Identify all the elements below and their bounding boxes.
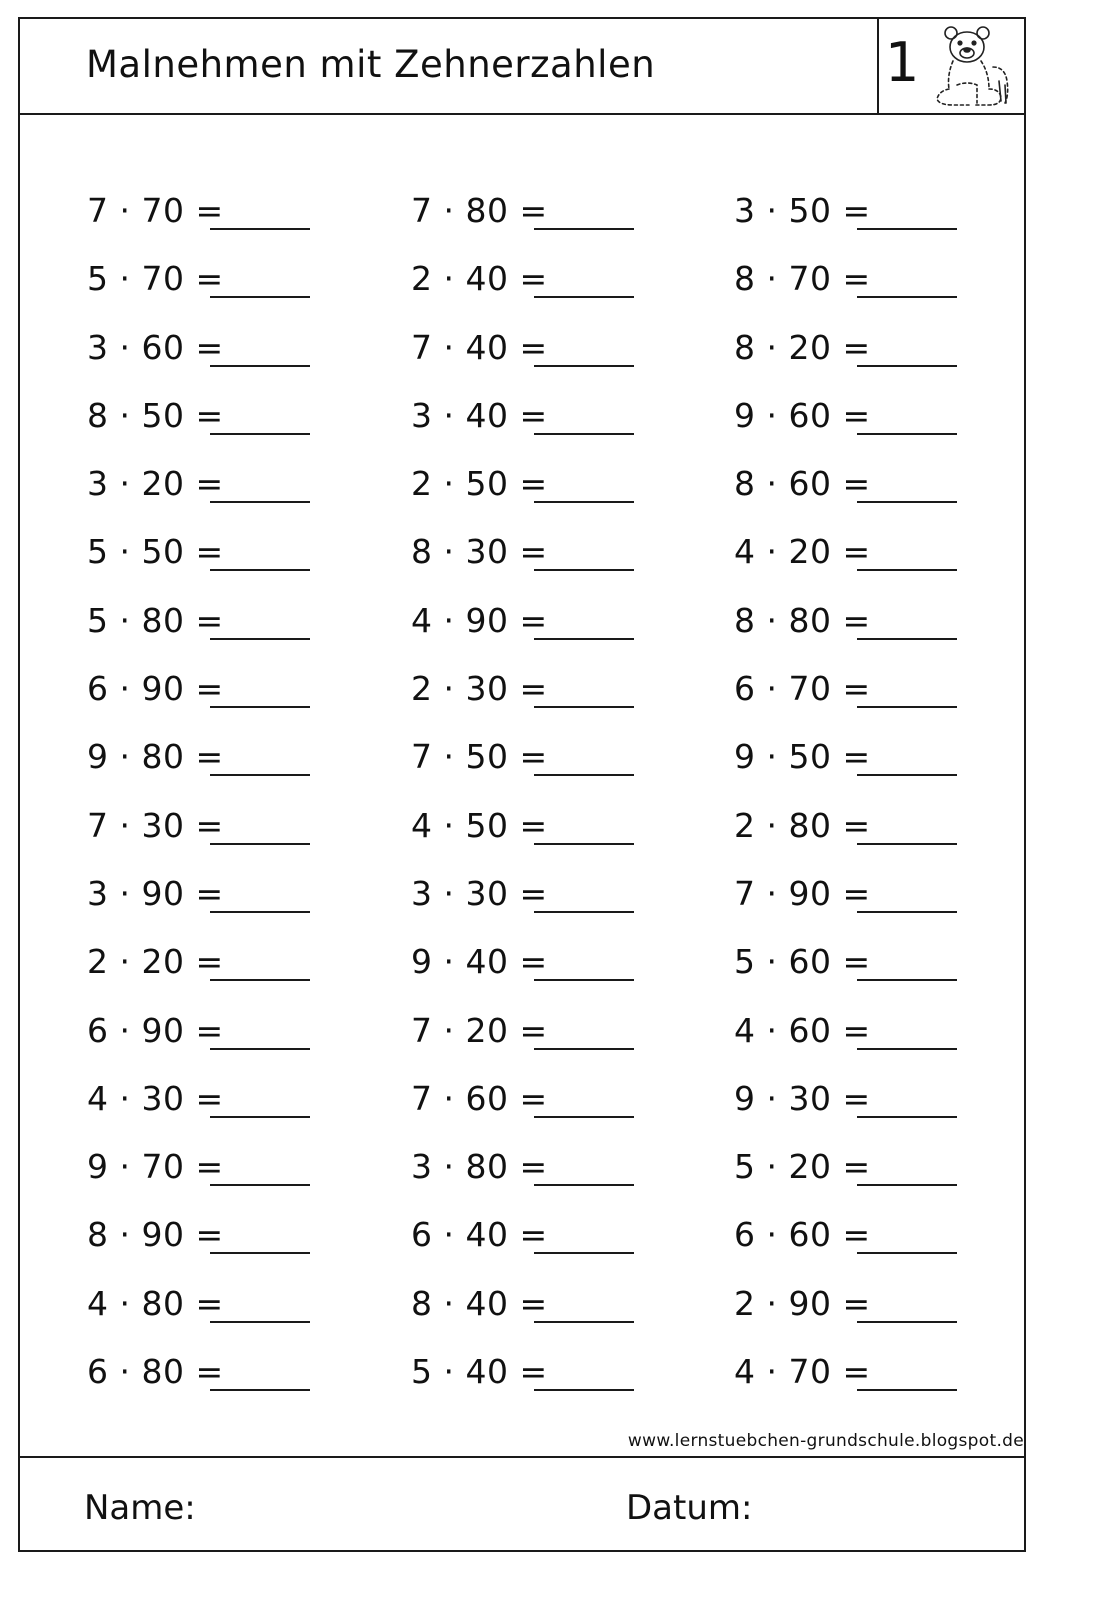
- answer-blank[interactable]: [857, 228, 957, 230]
- math-problem: [411, 1077, 711, 1145]
- answer-blank[interactable]: [210, 296, 310, 298]
- math-problem: [734, 1213, 1034, 1281]
- problem-expression: 4 · 30 =: [87, 1078, 224, 1118]
- problem-expression: 3 · 20 =: [87, 464, 224, 504]
- answer-blank[interactable]: [534, 296, 634, 298]
- answer-blank[interactable]: [210, 365, 310, 367]
- math-problem: [734, 940, 1034, 1008]
- math-problem: [411, 326, 711, 394]
- name-label: Name:: [84, 1488, 196, 1528]
- answer-blank[interactable]: [534, 1116, 634, 1118]
- problem-expression: 4 · 80 =: [87, 1283, 224, 1323]
- math-problem: [87, 257, 387, 325]
- answer-blank[interactable]: [210, 1252, 310, 1254]
- answer-blank[interactable]: [534, 911, 634, 913]
- math-problem: [734, 462, 1034, 530]
- math-problem: [87, 735, 387, 803]
- math-problem: [734, 599, 1034, 667]
- math-problem: [734, 257, 1034, 325]
- answer-blank[interactable]: [857, 433, 957, 435]
- math-problem: [411, 1350, 711, 1418]
- answer-blank[interactable]: [210, 569, 310, 571]
- answer-blank[interactable]: [857, 501, 957, 503]
- answer-blank[interactable]: [534, 979, 634, 981]
- problem-expression: 5 · 80 =: [87, 600, 224, 640]
- math-problem: [411, 530, 711, 598]
- answer-blank[interactable]: [857, 1252, 957, 1254]
- problem-expression: 6 · 60 =: [734, 1215, 871, 1255]
- answer-blank[interactable]: [857, 1321, 957, 1323]
- problem-expression: 7 · 20 =: [411, 1010, 548, 1050]
- math-problem: [411, 462, 711, 530]
- problem-expression: 2 · 80 =: [734, 805, 871, 845]
- problem-expression: 9 · 30 =: [734, 1078, 871, 1118]
- problem-expression: 7 · 60 =: [411, 1078, 548, 1118]
- problem-expression: 7 · 90 =: [734, 873, 871, 913]
- math-problem: [411, 1145, 711, 1213]
- answer-blank[interactable]: [857, 706, 957, 708]
- answer-blank[interactable]: [857, 774, 957, 776]
- math-problem: [87, 1077, 387, 1145]
- problem-expression: 4 · 70 =: [734, 1352, 871, 1392]
- exercise-column-1: [87, 189, 387, 1418]
- math-problem: [87, 940, 387, 1008]
- answer-blank[interactable]: [210, 979, 310, 981]
- math-problem: [734, 326, 1034, 394]
- answer-blank[interactable]: [857, 979, 957, 981]
- answer-blank[interactable]: [210, 911, 310, 913]
- problem-expression: 7 · 70 =: [87, 191, 224, 230]
- problem-expression: 4 · 50 =: [411, 805, 548, 845]
- problem-expression: 6 · 90 =: [87, 1010, 224, 1050]
- answer-blank[interactable]: [534, 433, 634, 435]
- answer-blank[interactable]: [857, 1184, 957, 1186]
- math-problem: [734, 394, 1034, 462]
- problem-expression: 7 · 50 =: [411, 737, 548, 777]
- exercise-grid: [20, 19, 1024, 1550]
- problem-expression: 3 · 60 =: [87, 327, 224, 367]
- answer-blank[interactable]: [857, 911, 957, 913]
- answer-blank[interactable]: [534, 1048, 634, 1050]
- answer-blank[interactable]: [534, 501, 634, 503]
- answer-blank[interactable]: [857, 296, 957, 298]
- worksheet: [18, 17, 1026, 1552]
- problem-expression: 7 · 30 =: [87, 805, 224, 845]
- math-problem: [87, 189, 387, 257]
- math-problem: [734, 1077, 1034, 1145]
- math-problem: [87, 1282, 387, 1350]
- answer-blank[interactable]: [210, 433, 310, 435]
- math-problem: [87, 804, 387, 872]
- answer-blank[interactable]: [210, 706, 310, 708]
- math-problem: [411, 189, 711, 257]
- sheet-number: 1: [885, 31, 920, 94]
- problem-expression: 6 · 40 =: [411, 1215, 548, 1255]
- answer-blank[interactable]: [534, 774, 634, 776]
- problem-expression: 9 · 80 =: [87, 737, 224, 777]
- answer-blank[interactable]: [534, 365, 634, 367]
- problem-expression: 3 · 90 =: [87, 873, 224, 913]
- problem-expression: 2 · 30 =: [411, 669, 548, 709]
- math-problem: [411, 1213, 711, 1281]
- math-problem: [411, 667, 711, 735]
- answer-blank[interactable]: [210, 228, 310, 230]
- answer-blank[interactable]: [210, 1184, 310, 1186]
- date-label: Datum:: [626, 1488, 753, 1528]
- problem-expression: 4 · 60 =: [734, 1010, 871, 1050]
- math-problem: [87, 667, 387, 735]
- problem-expression: 8 · 80 =: [734, 600, 871, 640]
- problem-expression: 5 · 20 =: [734, 1147, 871, 1187]
- math-problem: [87, 599, 387, 667]
- answer-blank[interactable]: [210, 1116, 310, 1118]
- problem-expression: 2 · 50 =: [411, 464, 548, 504]
- problem-expression: 3 · 30 =: [411, 873, 548, 913]
- math-problem: [734, 804, 1034, 872]
- answer-blank[interactable]: [534, 228, 634, 230]
- problem-expression: 8 · 90 =: [87, 1215, 224, 1255]
- problem-expression: 6 · 90 =: [87, 669, 224, 709]
- math-problem: [87, 530, 387, 598]
- math-problem: [87, 394, 387, 462]
- math-problem: [87, 1145, 387, 1213]
- problem-expression: 4 · 20 =: [734, 532, 871, 572]
- math-problem: [734, 1009, 1034, 1077]
- problem-expression: 9 · 70 =: [87, 1147, 224, 1187]
- answer-blank[interactable]: [857, 638, 957, 640]
- answer-blank[interactable]: [534, 843, 634, 845]
- answer-blank[interactable]: [857, 365, 957, 367]
- math-problem: [734, 530, 1034, 598]
- exercise-column-3: [734, 189, 1034, 1418]
- math-problem: [87, 462, 387, 530]
- math-problem: [411, 1282, 711, 1350]
- math-problem: [734, 1282, 1034, 1350]
- problem-expression: 9 · 60 =: [734, 395, 871, 435]
- problem-expression: 3 · 50 =: [734, 191, 871, 230]
- answer-blank[interactable]: [857, 1116, 957, 1118]
- answer-blank[interactable]: [210, 843, 310, 845]
- math-problem: [87, 1350, 387, 1418]
- problem-expression: 4 · 90 =: [411, 600, 548, 640]
- math-problem: [734, 735, 1034, 803]
- problem-expression: 7 · 40 =: [411, 327, 548, 367]
- answer-blank[interactable]: [534, 1184, 634, 1186]
- math-problem: [734, 667, 1034, 735]
- problem-expression: 9 · 50 =: [734, 737, 871, 777]
- answer-blank[interactable]: [210, 638, 310, 640]
- problem-expression: 8 · 50 =: [87, 395, 224, 435]
- problem-expression: 2 · 40 =: [411, 259, 548, 299]
- answer-blank[interactable]: [210, 1321, 310, 1323]
- answer-blank[interactable]: [534, 706, 634, 708]
- math-problem: [411, 599, 711, 667]
- answer-blank[interactable]: [534, 569, 634, 571]
- math-problem: [411, 804, 711, 872]
- math-problem: [411, 1009, 711, 1077]
- answer-blank[interactable]: [534, 638, 634, 640]
- problem-expression: 8 · 60 =: [734, 464, 871, 504]
- answer-blank[interactable]: [534, 1252, 634, 1254]
- math-problem: [411, 394, 711, 462]
- answer-blank[interactable]: [857, 1048, 957, 1050]
- problem-expression: 8 · 70 =: [734, 259, 871, 299]
- problem-expression: 5 · 70 =: [87, 259, 224, 299]
- problem-expression: 6 · 70 =: [734, 669, 871, 709]
- answer-blank[interactable]: [534, 1389, 634, 1391]
- problem-expression: 8 · 20 =: [734, 327, 871, 367]
- answer-blank[interactable]: [210, 1048, 310, 1050]
- answer-blank[interactable]: [210, 774, 310, 776]
- answer-blank[interactable]: [857, 843, 957, 845]
- math-problem: [411, 735, 711, 803]
- math-problem: [87, 1009, 387, 1077]
- problem-expression: 3 · 80 =: [411, 1147, 548, 1187]
- problem-expression: 5 · 40 =: [411, 1352, 548, 1392]
- problem-expression: 3 · 40 =: [411, 395, 548, 435]
- answer-blank[interactable]: [857, 1389, 957, 1391]
- math-problem: [87, 1213, 387, 1281]
- math-problem: [734, 1350, 1034, 1418]
- answer-blank[interactable]: [210, 501, 310, 503]
- answer-blank[interactable]: [857, 569, 957, 571]
- answer-blank[interactable]: [534, 1321, 634, 1323]
- problem-expression: 8 · 30 =: [411, 532, 548, 572]
- problem-expression: 2 · 90 =: [734, 1283, 871, 1323]
- math-problem: [87, 872, 387, 940]
- math-problem: [411, 940, 711, 1008]
- page-title: Malnehmen mit Zehnerzahlen: [86, 43, 656, 86]
- problem-expression: 2 · 20 =: [87, 942, 224, 982]
- problem-expression: 7 · 80 =: [411, 191, 548, 230]
- problem-expression: 5 · 50 =: [87, 532, 224, 572]
- problem-expression: 6 · 80 =: [87, 1352, 224, 1392]
- website-url: www.lernstuebchen-grundschule.blogspot.de: [627, 1431, 1024, 1451]
- math-problem: [734, 872, 1034, 940]
- problem-expression: 8 · 40 =: [411, 1283, 548, 1323]
- math-problem: [411, 872, 711, 940]
- math-problem: [734, 189, 1034, 257]
- problem-expression: 5 · 60 =: [734, 942, 871, 982]
- math-problem: [411, 257, 711, 325]
- problem-expression: 9 · 40 =: [411, 942, 548, 982]
- math-problem: [734, 1145, 1034, 1213]
- math-problem: [87, 326, 387, 394]
- answer-blank[interactable]: [210, 1389, 310, 1391]
- exercise-column-2: [411, 189, 711, 1418]
- worksheet-footer: [20, 1456, 1024, 1552]
